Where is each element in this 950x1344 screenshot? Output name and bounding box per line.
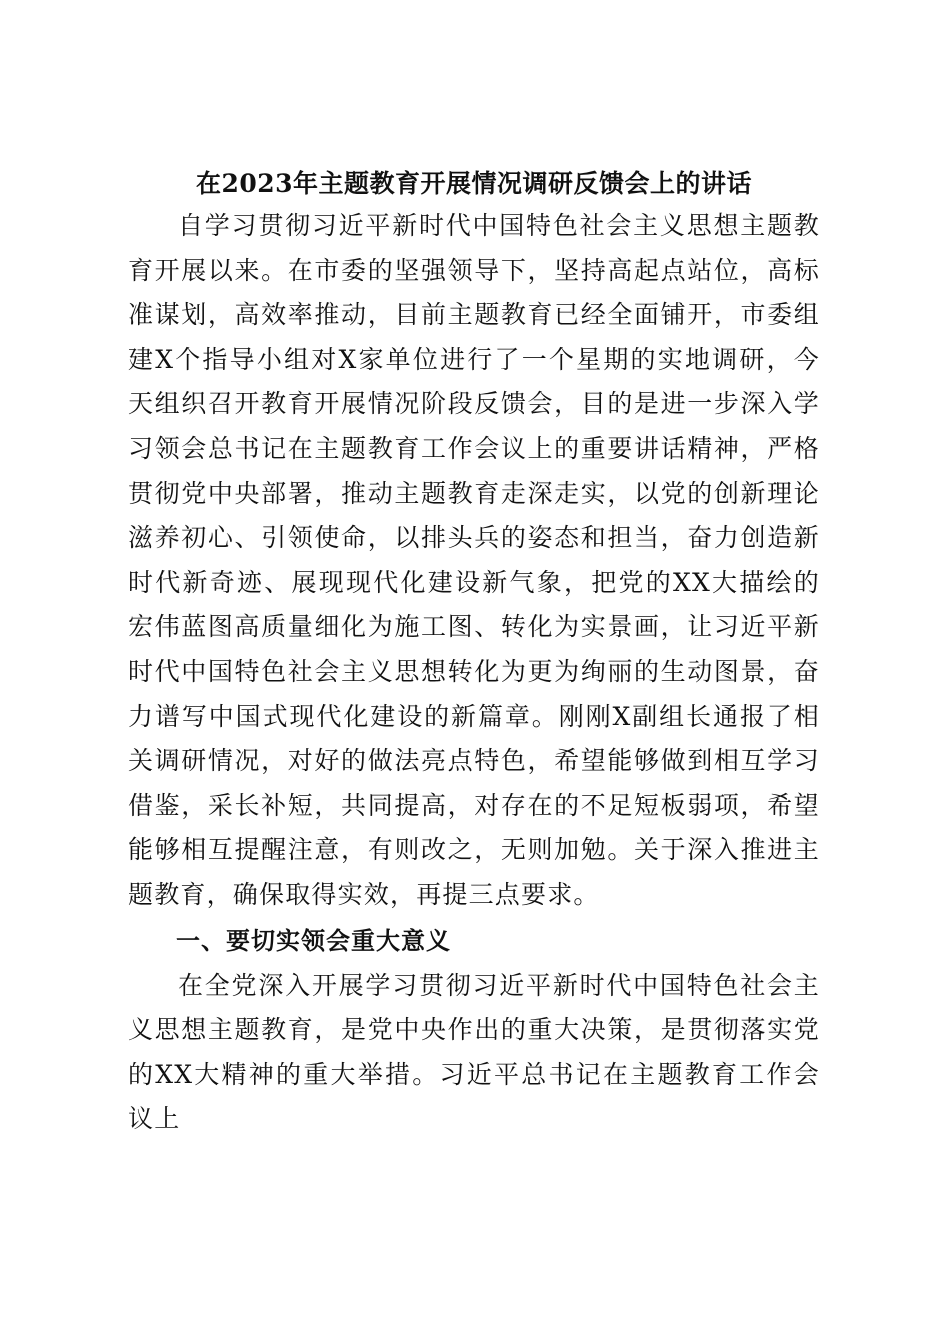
document-body (128, 164, 820, 1142)
section-paragraph: 在全党深入开展学习贯彻习近平新时代中国特色社会主义思想主题教育，是党中央作出的重大决策，是贯彻落实党的XX大精神的重大举措。习近平总书记在主题教育工作会议上 (128, 970, 820, 1134)
document-title: 在2023年主题教育开展情况调研反馈会上的讲话 (195, 169, 753, 198)
section-heading: 一、要切实领会重大意义 (176, 926, 451, 955)
intro-paragraph: 自学习贯彻习近平新时代中国特色社会主义思想主题教育开展以来。在市委的坚强领导下，坚持高起点站位，高标准谋划，高效率推动，目前主题教育已经全面铺开，市委组建X个指导小组对X家单位进行了一个星期的实地调研，今天组织召开教育开展情况阶段反馈会，目的是进一步深入学习领会总书记在主题教育工作会议上的重要讲话精神，严格贯彻党中央部署，推动主题教育走深走实，以党的创新理论滋养初心、引领使命，以排头兵的姿态和担当，奋力创造新时代新奇迹、展现现代化建设新气象，把党的XX大描绘的宏伟蓝图高质量细化为施工图、转化为实景画，让习近平新时代中国特色社会主义思想转化为更为绚丽的生动图景，奋力谱写中国式现代化建设的新篇章。刚刚X副组长通报了相关调研情况，对好的做法亮点特色，希望能够做到相互学习借鉴，采长补短，共同提高，对存在的不足短板弱项，希望能够相互提醒注意，有则改之，无则加勉。关于深入推进主题教育，确保取得实效，再提三点要求。 (128, 211, 820, 909)
